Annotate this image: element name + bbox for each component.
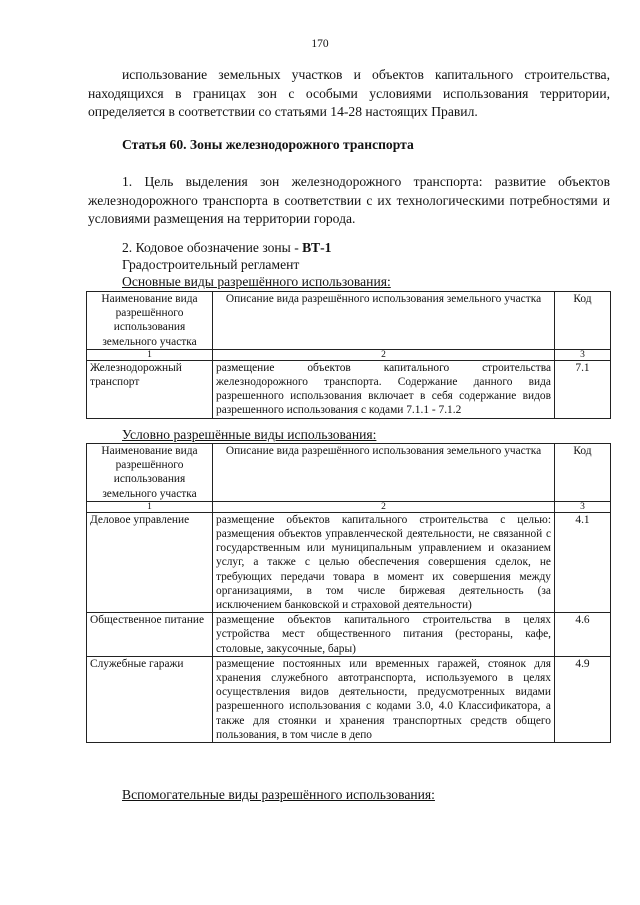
use-description: размещение объектов капитального строительства с целью: размещения объектов управленческой деятельности, не связанной с государственным или муниципальным управлением и оказанием услуг, а также с целью обеспечения совершения сделок, не требующих передачи товара в момент их совершения между организациями, в том числе биржевая деятельность (за исключением банковской и страховой деятельности) [213, 512, 555, 612]
use-code: 4.1 [555, 512, 611, 612]
column-number: 3 [555, 501, 611, 512]
main-uses-title: Основные виды разрешённого использования: [122, 274, 391, 289]
conditional-uses-title: Условно разрешённые виды использования: [122, 427, 377, 442]
header-name: Наименование вида разрешённого использования земельного участка [87, 444, 213, 502]
table-row [87, 613, 611, 657]
use-code: 4.6 [555, 613, 611, 657]
use-name: Железнодорожный транспорт [87, 360, 213, 418]
conditional-uses-table [86, 443, 611, 743]
column-number-row [87, 349, 611, 360]
use-name: Деловое управление [87, 512, 213, 612]
intro-paragraph [88, 66, 610, 122]
article-title: Статья 60. Зоны железнодорожного транспорта [122, 137, 414, 152]
column-number: 3 [555, 349, 611, 360]
regulation-label: Градостроительный регламент [122, 257, 300, 272]
zone-code-label: 2. Кодовое обозначение зоны - [122, 240, 303, 255]
table-row [87, 512, 611, 612]
intro-paragraph-text: использование земельных участков и объектов капитального строительства, находящихся в границах зон с особыми условиями использования территории, определяется в соответствии со статьями 14-28 настоящих Правил. [88, 67, 610, 119]
use-code: 4.9 [555, 656, 611, 742]
purpose-paragraph [88, 173, 610, 229]
use-description: размещение объектов капитального строительства в целях устройства мест общественного питания (рестораны, кафе, столовые, закусочные, бары) [213, 613, 555, 657]
table-row [87, 360, 611, 418]
zone-code-value: ВТ-1 [302, 240, 332, 255]
use-code: 7.1 [555, 360, 611, 418]
table-header-row [87, 444, 611, 502]
use-name: Служебные гаражи [87, 656, 213, 742]
header-description: Описание вида разрешённого использования земельного участка [213, 444, 555, 502]
header-code: Код [555, 292, 611, 350]
column-number: 1 [87, 501, 213, 512]
zone-code-line [122, 239, 331, 256]
auxiliary-uses-title: Вспомогательные виды разрешённого использования: [122, 787, 435, 802]
use-description: размещение объектов капитального строительства железнодорожного транспорта. Содержание данного вида разрешенного использования включает в себя содержание видов разрешенного использования с кодами 7.1.1 - 7.1.2 [213, 360, 555, 418]
header-name: Наименование вида разрешённого использования земельного участка [87, 292, 213, 350]
purpose-paragraph-text: 1. Цель выделения зон железнодорожного транспорта: развитие объектов железнодорожного транспорта в соответствии с их технологическими потребностями и условиями размещения на территории города. [88, 174, 610, 226]
column-number: 2 [213, 349, 555, 360]
main-uses-table [86, 291, 611, 419]
header-description: Описание вида разрешённого использования земельного участка [213, 292, 555, 350]
column-number-row [87, 501, 611, 512]
header-code: Код [555, 444, 611, 502]
use-name: Общественное питание [87, 613, 213, 657]
column-number: 2 [213, 501, 555, 512]
page-number: 170 [311, 38, 329, 50]
column-number: 1 [87, 349, 213, 360]
table-header-row [87, 292, 611, 350]
use-description: размещение постоянных или временных гаражей, стоянок для хранения служебного автотранспорта, используемого в целях осуществления видов деятельности, предусмотренных видами разрешенного использования с кодами 3.0, 4.0 Классификатора, а также для стоянки и хранения транспортных средств общего пользования, в том числе в депо [213, 656, 555, 742]
table-row [87, 656, 611, 742]
